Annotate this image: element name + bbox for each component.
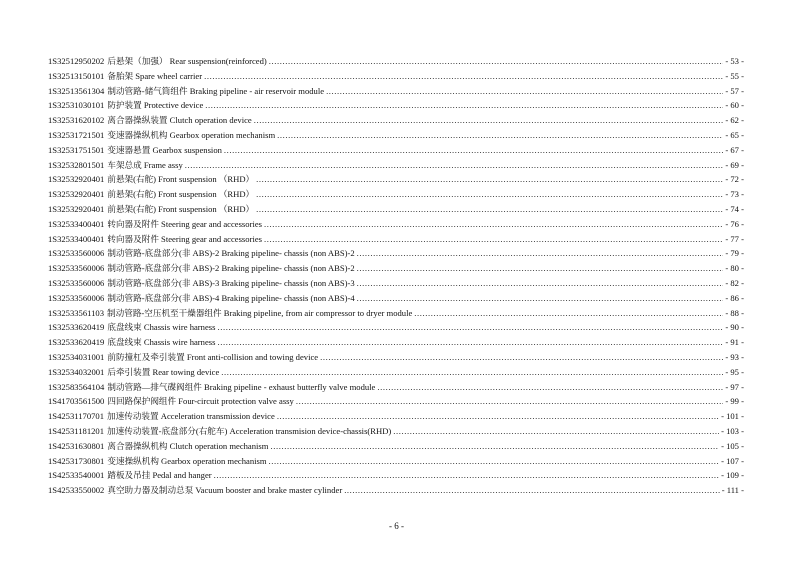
page-number: - 6 - [389,521,404,531]
toc-entry-page: - 95 - [725,366,744,377]
dot-leader [217,320,723,335]
toc-entry-page: - 65 - [725,129,744,140]
toc-entry-code: 1S32531751501 [48,144,105,155]
toc-entry[interactable] [48,54,744,69]
toc-entry-title: 底盘线束 Chassis wire harness [107,322,216,333]
toc-entry-page: - 90 - [725,322,744,333]
toc-entry-title: 加速传动装置 Acceleration transmission device [107,411,275,422]
toc-entry[interactable] [48,84,744,99]
toc-entry-page: - 60 - [725,100,744,111]
dot-leader [344,483,720,498]
toc-entry-title: 离合器操纵装置 Clutch operation device [107,115,252,126]
toc-entry[interactable] [48,172,744,187]
toc-entry[interactable] [48,217,744,232]
dot-leader [224,143,723,158]
toc-entry-title: 后悬架（加强） Rear suspension(reinforced) [107,56,267,66]
toc-entry-title: 四回路保护阀组件 Four-circuit protection valve assy [107,396,294,407]
dot-leader [277,128,723,143]
toc-entry-code: 1S32533620419 [48,322,105,333]
toc-entry[interactable] [48,128,744,143]
table-of-contents [48,54,744,498]
toc-entry-title: 前悬架(右舵) Front suspension （RHD） [107,189,255,200]
dot-leader [357,276,724,291]
toc-entry-title: 前悬架(右舵) Front suspension （RHD） [107,174,255,185]
toc-entry-title: 制动管路-底盘部分(非 ABS)-4 Braking pipeline- chassis (non ABS)-4 [107,292,355,303]
dot-leader [204,69,723,84]
toc-entry-title: 底盘线束 Chassis wire harness [107,337,216,348]
toc-entry-page: - 101 - [721,411,744,422]
toc-entry[interactable] [48,483,744,498]
toc-entry-page: - 72 - [725,174,744,185]
toc-entry-title: 制动管路-底盘部分(非 ABS)-2 Braking pipeline- chassis (non ABS)-2 [107,263,355,274]
toc-entry[interactable] [48,468,744,483]
dot-leader [296,394,724,409]
toc-entry-title: 制动管路-底盘部分(非 ABS)-3 Braking pipeline- chassis (non ABS)-3 [107,277,355,288]
toc-entry[interactable] [48,98,744,113]
toc-entry-code: 1S32533560006 [48,248,105,259]
toc-entry-title: 前防撞杠及牵引装置 Front anti-collision and towing device [107,351,319,362]
toc-entry-page: - 105 - [721,440,744,451]
toc-entry-page: - 55 - [725,70,744,81]
toc-entry-code: 1S32583564104 [48,381,105,392]
toc-entry-code: 1S32533561103 [48,307,105,318]
toc-entry[interactable] [48,306,744,321]
dot-leader [393,424,719,439]
toc-entry-code: 1S32533400401 [48,233,105,244]
toc-entry-code: 1S32532801501 [48,159,105,170]
toc-entry-title: 转向器及附件 Steering gear and accessories [107,233,262,244]
toc-entry[interactable] [48,232,744,247]
toc-entry-code: 1S32533560006 [48,292,105,303]
toc-entry-code: 1S32532920401 [48,203,105,214]
toc-entry-code: 1S32533400401 [48,218,105,229]
toc-entry-code: 1S42531181201 [48,425,105,436]
dot-leader [269,54,724,69]
toc-entry-code: 1S42531630801 [48,440,105,451]
toc-entry-code: 1S32531030101 [48,100,105,111]
toc-entry-code: 1S32533620419 [48,337,105,348]
toc-entry-page: - 109 - [721,470,744,481]
dot-leader [217,335,723,350]
dot-leader [277,409,719,424]
dot-leader [326,84,723,99]
toc-entry-title: 制动管路-空压机至干燥器组件 Braking pipeline, from air compressor to dryer module [107,307,413,318]
toc-entry-title: 后牵引装置 Rear towing device [107,366,220,377]
toc-entry[interactable] [48,439,744,454]
toc-entry-code: 1S42531730801 [48,455,105,466]
toc-entry-title: 防护装置 Protective device [107,100,204,111]
dot-leader [357,261,724,276]
toc-entry-page: - 111 - [721,485,744,496]
toc-entry-code: 1S32512950202 [48,56,105,66]
toc-entry-page: - 74 - [725,203,744,214]
dot-leader [256,202,723,217]
dot-leader [205,98,723,113]
toc-entry[interactable] [48,143,744,158]
toc-entry-code: 1S32534032001 [48,366,105,377]
toc-entry-page: - 99 - [725,396,744,407]
toc-entry-title: 前悬架(右舵) Front suspension （RHD） [107,203,255,214]
toc-entry-page: - 73 - [725,189,744,200]
toc-entry-code: 1S41703561500 [48,396,105,407]
dot-leader [264,232,723,247]
dot-leader [357,246,724,261]
toc-entry-code: 1S32531721501 [48,129,105,140]
toc-entry-page: - 77 - [725,233,744,244]
toc-entry-code: 1S32531620102 [48,115,105,126]
toc-entry-page: - 88 - [725,307,744,318]
toc-entry-code: 1S42531170701 [48,411,105,422]
toc-entry-title: 变速操纵机构 Gearbox operation mechanism [107,455,267,466]
toc-entry-title: 制动管路—排气碟阀组件 Braking pipeline - exhaust butterfly valve module [107,381,376,392]
toc-entry-code: 1S42533540001 [48,470,105,481]
toc-entry-page: - 97 - [725,381,744,392]
toc-entry-title: 转向器及附件 Steering gear and accessories [107,218,262,229]
dot-leader [256,187,723,202]
toc-entry-title: 踏板及吊挂 Pedal and hanger [107,470,212,481]
toc-entry-code: 1S42533550002 [48,485,105,496]
toc-entry-code: 1S32532920401 [48,174,105,185]
toc-entry[interactable] [48,158,744,173]
toc-entry[interactable] [48,187,744,202]
toc-entry-title: 备胎架 Spare wheel carrier [107,70,203,81]
toc-entry-page: - 93 - [725,351,744,362]
dot-leader [256,172,723,187]
toc-entry-page: - 86 - [725,292,744,303]
toc-entry[interactable] [48,320,744,335]
toc-entry[interactable] [48,424,744,439]
toc-entry[interactable] [48,350,744,365]
dot-leader [357,291,724,306]
toc-entry-title: 离合器操纵机构 Clutch operation mechanism [107,440,269,451]
toc-entry-page: - 67 - [725,144,744,155]
toc-entry[interactable] [48,113,744,128]
toc-entry[interactable] [48,246,744,261]
toc-entry[interactable] [48,202,744,217]
toc-entry-code: 1S32513150101 [48,70,105,81]
dot-leader [254,113,724,128]
dot-leader [214,468,719,483]
toc-entry[interactable] [48,365,744,380]
toc-entry-page: - 82 - [725,277,744,288]
toc-entry[interactable] [48,394,744,409]
toc-entry-code: 1S32534031001 [48,351,105,362]
toc-entry[interactable] [48,291,744,306]
dot-leader [320,350,723,365]
toc-entry[interactable] [48,261,744,276]
toc-entry-page: - 79 - [725,248,744,259]
dot-leader [264,217,723,232]
toc-entry-title: 加速传动装置-底盘部分(右舵车) Acceleration transmision device-chassis(RHD) [107,425,392,436]
toc-entry-title: 制动管路-储气筒组件 Braking pipeline - air reservoir module [107,85,325,96]
toc-entry-title: 变速器悬置 Gearbox suspension [107,144,222,155]
dot-leader [185,158,724,173]
toc-entry-code: 1S32533560006 [48,263,105,274]
dot-leader [414,306,723,321]
toc-entry[interactable] [48,380,744,395]
toc-entry-page: - 76 - [725,218,744,229]
toc-entry-page: - 107 - [721,455,744,466]
toc-entry-page: - 69 - [725,159,744,170]
toc-entry-page: - 62 - [725,115,744,126]
dot-leader [221,365,723,380]
toc-entry-page: - 53 - [725,56,744,66]
toc-entry[interactable] [48,335,744,350]
toc-entry-page: - 80 - [725,263,744,274]
toc-entry-page: - 57 - [725,85,744,96]
toc-entry-title: 车架总成 Frame assy [107,159,183,170]
dot-leader [377,380,723,395]
dot-leader [270,439,719,454]
toc-entry-code: 1S32533560006 [48,277,105,288]
toc-entry-title: 真空助力器及制动总泵 Vacuum booster and brake master cylinder [107,485,343,496]
toc-entry[interactable] [48,454,744,469]
toc-entry-title: 变速器操纵机构 Gearbox operation mechanism [107,129,276,140]
toc-entry-page: - 91 - [725,337,744,348]
toc-entry-title: 制动管路-底盘部分(非 ABS)-2 Braking pipeline- chassis (non ABS)-2 [107,248,355,259]
toc-entry[interactable] [48,276,744,291]
toc-entry-code: 1S32532920401 [48,189,105,200]
toc-entry-code: 1S32513561304 [48,85,105,96]
toc-entry-page: - 103 - [721,425,744,436]
toc-entry[interactable] [48,409,744,424]
dot-leader [269,454,720,469]
toc-entry[interactable] [48,69,744,84]
